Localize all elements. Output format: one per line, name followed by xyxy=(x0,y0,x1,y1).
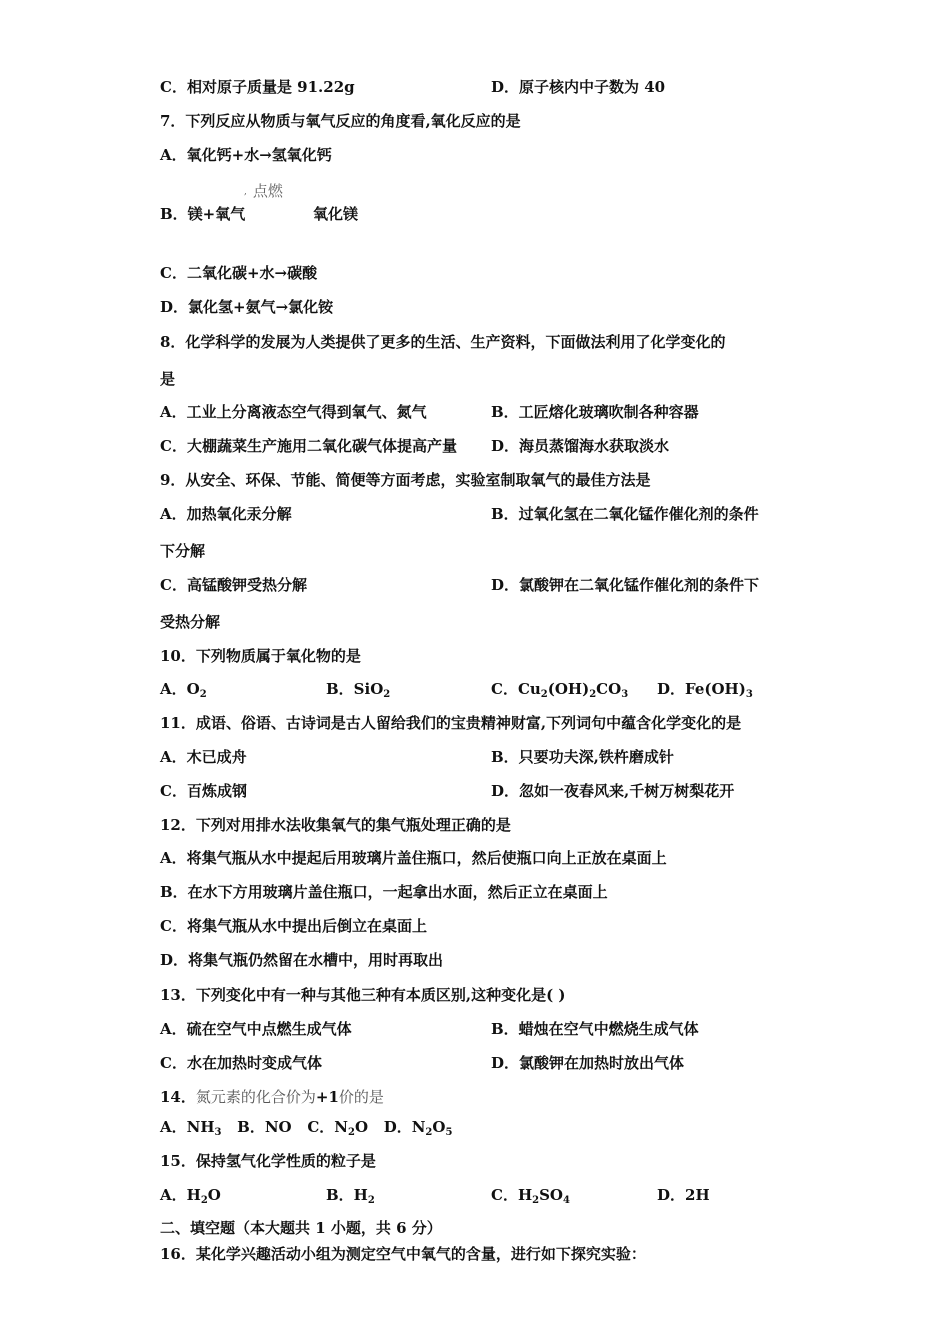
q8-option-b: B．工匠熔化玻璃吹制各种容器 xyxy=(491,403,699,421)
q7-option-a: A．氧化钙+水→氢氧化钙 xyxy=(160,146,332,164)
q11-option-d: D．忽如一夜春风来,千树万树梨花开 xyxy=(491,782,735,800)
q13-stem: 13．下列变化中有一种与其他三种有本质区别,这种变化是( ) xyxy=(160,986,566,1004)
q12-stem: 12．下列对用排水法收集氧气的集气瓶处理正确的是 xyxy=(160,816,511,834)
q6-option-d: D．原子核内中子数为 40 xyxy=(491,78,666,96)
q8-option-a: A．工业上分离液态空气得到氧气、氮气 xyxy=(160,403,427,421)
q10-stem: 10．下列物质属于氧化物的是 xyxy=(160,647,361,665)
q8-stem-cont: 是 xyxy=(160,370,176,388)
section-2-title: 二、填空题（本大题共 1 小题，共 6 分） xyxy=(160,1219,442,1237)
q8-option-d: D．海员蒸馏海水获取淡水 xyxy=(491,437,670,455)
q7-option-d: D．氯化氢+氨气→氯化铵 xyxy=(160,298,334,316)
q7-option-c: C．二氧化碳+水→碳酸 xyxy=(160,264,318,282)
q10-option-c: C．$Cu_2(OH)_2CO_3$ xyxy=(491,680,629,700)
q14-stem: 14．氮元素的化合价为+1价的是 xyxy=(160,1088,384,1106)
q10-option-d: D．$Fe(OH)_3$ xyxy=(657,680,753,700)
q15-option-b: B．$H_2$ xyxy=(326,1186,375,1206)
q10-option-b: B．SiO$_2$ xyxy=(326,680,391,700)
q12-option-a: A．将集气瓶从水中提起后用玻璃片盖住瓶口，然后使瓶口向上正放在桌面上 xyxy=(160,849,667,867)
q13-option-c: C．水在加热时变成气体 xyxy=(160,1054,322,1072)
q11-option-b: B．只要功夫深,铁杵磨成针 xyxy=(491,748,674,766)
q7-reaction-condition: , 点燃 xyxy=(244,182,283,200)
q15-option-a: A．$H_2O$ xyxy=(160,1186,221,1206)
q8-option-c: C．大棚蔬菜生产施用二氧化碳气体提高产量 xyxy=(160,437,457,455)
q8-stem: 8．化学科学的发展为人类提供了更多的生活、生产资料，下面做法利用了化学变化的 xyxy=(160,333,726,351)
q11-option-a: A．木已成舟 xyxy=(160,748,247,766)
q13-option-a: A．硫在空气中点燃生成气体 xyxy=(160,1020,352,1038)
q13-option-b: B．蜡烛在空气中燃烧生成气体 xyxy=(491,1020,699,1038)
q14-options xyxy=(160,1117,452,1137)
q12-option-c: C．将集气瓶从水中提出后倒立在桌面上 xyxy=(160,917,427,935)
q9-stem: 9．从安全、环保、节能、简便等方面考虑，实验室制取氧气的最佳方法是 xyxy=(160,471,651,489)
q15-stem: 15．保持氢气化学性质的粒子是 xyxy=(160,1152,376,1170)
q14-option-b: B．NO xyxy=(237,1118,292,1136)
q15-option-c: C．$H_2SO_4$ xyxy=(491,1186,570,1206)
q11-option-c: C．百炼成钢 xyxy=(160,782,247,800)
q13-option-d: D．氯酸钾在加热时放出气体 xyxy=(491,1054,685,1072)
q9-option-b: B．过氧化氢在二氧化锰作催化剂的条件 xyxy=(491,505,759,523)
q16-stem: 16．某化学兴趣活动小组为测定空气中氧气的含量，进行如下探究实验： xyxy=(160,1245,646,1263)
q7-option-b-left: B．镁+氧气 xyxy=(160,205,246,223)
q9-option-b-cont: 下分解 xyxy=(160,542,206,560)
q11-stem: 11．成语、俗语、古诗词是古人留给我们的宝贵精神财富,下列词句中蕴含化学变化的是 xyxy=(160,714,742,732)
q7-option-b-right: 氧化镁 xyxy=(313,205,359,223)
q9-option-d: D．氯酸钾在二氧化锰作催化剂的条件下 xyxy=(491,576,760,594)
q9-option-c: C．高锰酸钾受热分解 xyxy=(160,576,307,594)
q7-stem: 7．下列反应从物质与氧气反应的角度看,氧化反应的是 xyxy=(160,112,521,130)
q6-option-c: C．相对原子质量是 91.22g xyxy=(160,78,355,96)
q14-option-c: C．$N_2O$ xyxy=(307,1118,369,1138)
q14-option-a: A．$NH_3$ xyxy=(160,1118,222,1138)
q14-option-d: D．$N_2O_5$ xyxy=(383,1118,453,1138)
q12-option-b: B．在水下方用玻璃片盖住瓶口，一起拿出水面，然后正立在桌面上 xyxy=(160,883,608,901)
q9-option-a: A．加热氧化汞分解 xyxy=(160,505,292,523)
q9-option-d-cont: 受热分解 xyxy=(160,613,221,631)
q15-option-d: D．2H xyxy=(657,1186,710,1204)
q12-option-d: D．将集气瓶仍然留在水槽中，用时再取出 xyxy=(160,951,444,969)
q10-option-a: A．$O_2$ xyxy=(160,680,207,700)
